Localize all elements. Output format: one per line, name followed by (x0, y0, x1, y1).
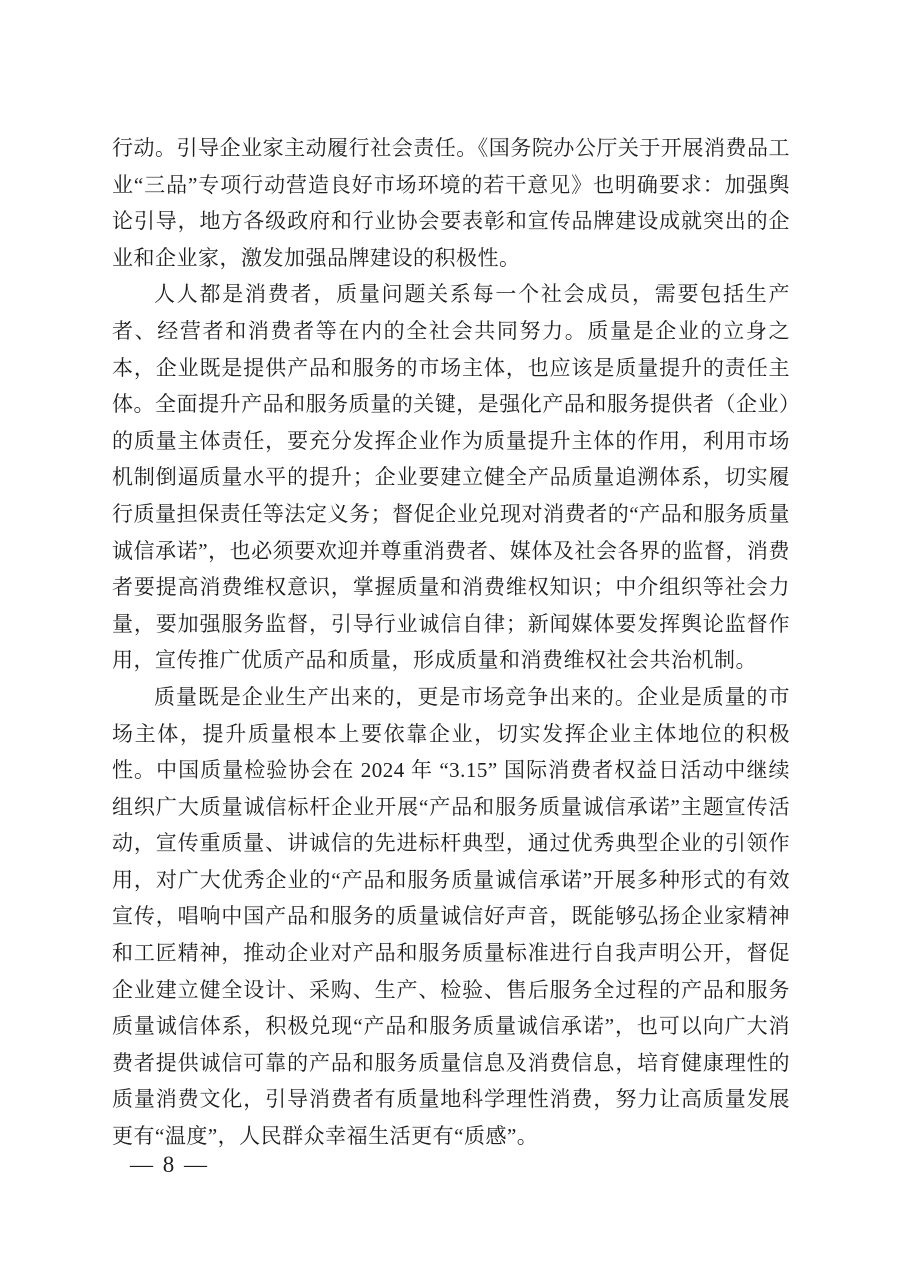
paragraph-quality-market: 质量既是企业生产出来的，更是市场竞争出来的。企业是质量的市场主体，提升质量根本上要依靠企业，切实发挥企业主体地位的积极性。中国质量检验协会在 2024 年 “3.15” 国际消费者权益日活动中继续组织广大质量诚信标杆企业开展“产品和服务质量诚信承诺”主题宣传活动，宣传重质量、讲诚信的先进标杆典型，通过优秀典型企业的引领作用，对广大优秀企业的“产品和服务质量诚信承诺”开展多种形式的有效宣传，唱响中国产品和服务的质量诚信好声音，既能够弘扬企业家精神和工匠精神，推动企业对产品和服务质量标准进行自我声明公开，督促企业建立健全设计、采购、生产、检验、售后服务全过程的产品和服务质量诚信体系，积极兑现“产品和服务质量诚信承诺”，也可以向广大消费者提供诚信可靠的产品和服务质量信息及消费信息，培育健康理性的质量消费文化，引导消费者有质量地科学理性消费，努力让高质量发展更有“温度”，人民群众幸福生活更有“质感”。 (112, 684, 790, 1149)
paragraph-consumers-responsibility: 人人都是消费者，质量问题关系每一个社会成员，需要包括生产者、经营者和消费者等在内的全社会共同努力。质量是企业的立身之本，企业既是提供产品和服务的市场主体，也应该是质量提升的责任主体。全面提升产品和服务质量的关键，是强化产品和服务提供者（企业）的质量主体责任，要充分发挥企业作为质量提升主体的作用，利用市场机制倒逼质量水平的提升；企业要建立健全产品质量追溯体系，切实履行质量担保责任等法定义务；督促企业兑现对消费者的“产品和服务质量诚信承诺”，也必须要欢迎并尊重消费者、媒体及社会各界的监督，消费者要提高消费维权意识，掌握质量和消费维权知识；中介组织等社会力量，要加强服务监督，引导行业诚信自律；新闻媒体要发挥舆论监督作用，宣传推广优质产品和质量，形成质量和消费维权社会共治机制。 (112, 282, 790, 673)
text-block (112, 130, 790, 1155)
page-number: — 8 — (130, 1152, 209, 1177)
paragraph-continuation: 行动。引导企业家主动履行社会责任。《国务院办公厅关于开展消费品工业“三品”专项行动营造良好市场环境的若干意见》也明确要求：加强舆论引导，地方各级政府和行业协会要表彰和宣传品牌建设成就突出的企业和企业家，激发加强品牌建设的积极性。 (112, 136, 790, 270)
